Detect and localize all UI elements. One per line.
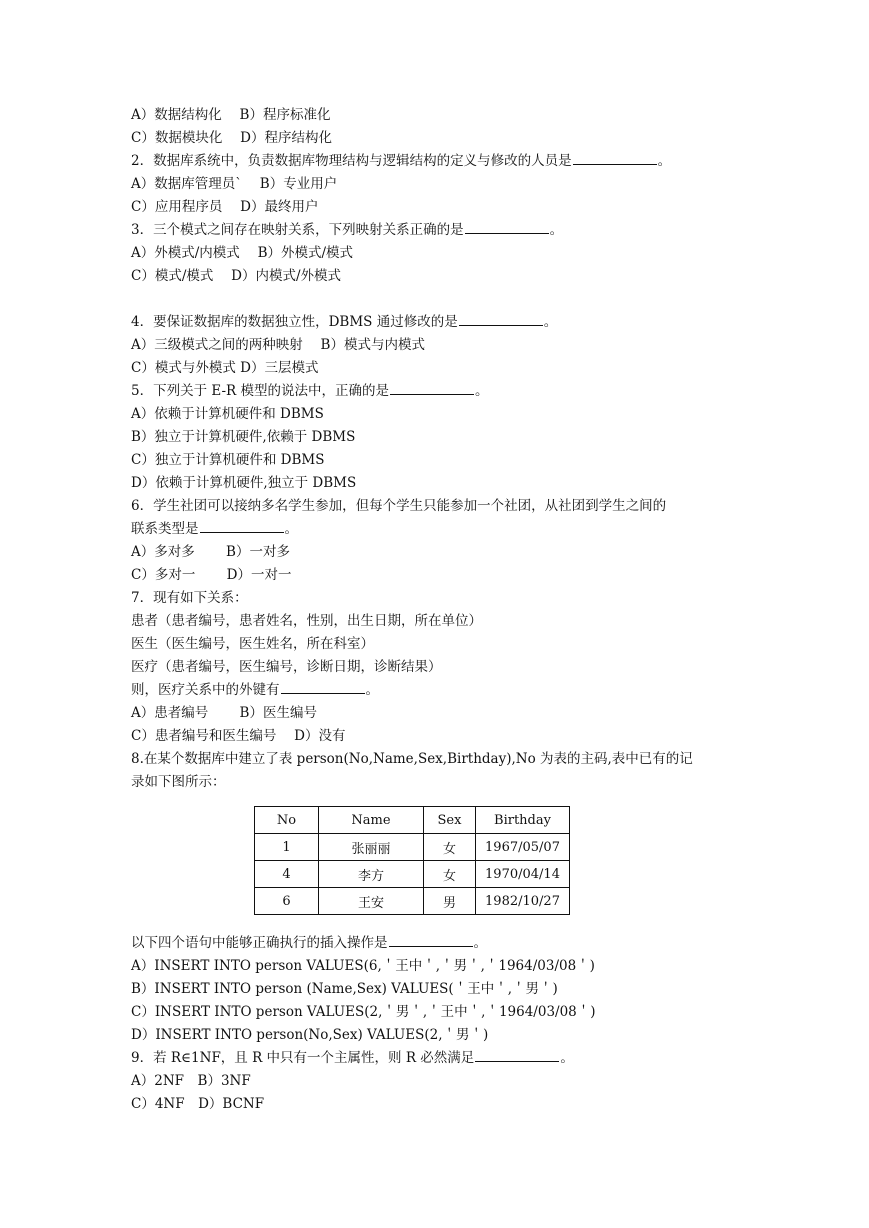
text-line: C）INSERT INTO person VALUES(2,＇男＇,＇王中＇,＇1964/03/08＇)	[131, 1004, 596, 1020]
text-line: A）INSERT INTO person VALUES(6,＇王中＇,＇男＇,＇1964/03/08＇)	[131, 958, 595, 974]
text-line: C）多对一 D）一对一	[131, 567, 292, 583]
answer-blank	[390, 380, 474, 395]
text-line: C）数据模块化 D）程序结构化	[131, 130, 332, 146]
text-line: A）患者编号 B）医生编号	[131, 705, 317, 721]
cell-no: 6	[255, 888, 319, 915]
cell-sex: 男	[424, 888, 476, 915]
answer-blank	[465, 219, 549, 234]
answer-blank	[200, 518, 284, 533]
cell-birthday: 1967/05/07	[476, 834, 570, 861]
answer-blank	[475, 1047, 559, 1062]
question-content	[131, 104, 751, 1116]
text-line	[131, 518, 751, 541]
text-line: 7．现有如下关系：	[131, 590, 248, 606]
header-name: Name	[319, 807, 424, 834]
cell-no: 1	[255, 834, 319, 861]
text-line: C）患者编号和医生编号 D）没有	[131, 728, 346, 744]
blank-line	[131, 288, 751, 311]
text-line: C）模式/模式 D）内模式/外模式	[131, 268, 342, 284]
question-end: 。	[560, 1050, 574, 1066]
text-line	[131, 679, 751, 702]
question-text: 联系类型是	[131, 521, 199, 537]
question-end: 。	[475, 383, 489, 399]
text-line: 医生（医生编号，医生姓名，所在科室）	[131, 636, 374, 652]
text-line: 患者（患者编号，患者姓名，性别，出生日期，所在单位）	[131, 613, 482, 629]
text-line	[131, 311, 751, 334]
cell-sex: 女	[424, 861, 476, 888]
text-line	[131, 380, 751, 403]
question-end: 。	[549, 222, 564, 238]
table-row	[255, 834, 570, 861]
question-end: 。	[284, 521, 298, 537]
text-line: 录如下图所示：	[131, 774, 226, 790]
text-line: 医疗（患者编号，医生编号，诊断日期，诊断结果）	[131, 659, 442, 675]
cell-name: 李方	[319, 861, 424, 888]
text-line: D）依赖于计算机硬件,独立于 DBMS	[131, 475, 357, 491]
question-text: 2．数据库系统中，负责数据库物理结构与逻辑结构的定义与修改的人员是	[131, 153, 572, 169]
person-table	[254, 806, 570, 915]
text-line: C）模式与外模式 D）三层模式	[131, 360, 319, 376]
header-no: No	[255, 807, 319, 834]
answer-blank	[573, 150, 657, 165]
text-line: A）外模式/内模式 B）外模式/模式	[131, 245, 354, 261]
cell-name: 张丽丽	[319, 834, 424, 861]
question-text: 4．要保证数据库的数据独立性，DBMS 通过修改的是	[131, 314, 458, 330]
question-end: 。	[473, 935, 487, 951]
table-row	[255, 888, 570, 915]
cell-birthday: 1982/10/27	[476, 888, 570, 915]
text-line: A）依赖于计算机硬件和 DBMS	[131, 406, 324, 422]
answer-blank	[281, 679, 365, 694]
header-sex: Sex	[424, 807, 476, 834]
cell-name: 王安	[319, 888, 424, 915]
text-line	[131, 932, 751, 955]
person-table-wrapper	[254, 806, 751, 915]
questions-part-2	[131, 932, 751, 1116]
answer-blank	[459, 311, 543, 326]
question-text: 5．下列关于 E-R 模型的说法中，正确的是	[131, 383, 390, 399]
cell-no: 4	[255, 861, 319, 888]
questions-part-1	[131, 104, 751, 794]
text-line: A）三级模式之间的两种映射 B）模式与内模式	[131, 337, 425, 353]
text-line: B）INSERT INTO person (Name,Sex) VALUES(＇王中＇,＇男＇)	[131, 981, 558, 997]
cell-birthday: 1970/04/14	[476, 861, 570, 888]
answer-blank	[389, 932, 473, 947]
question-end: 。	[543, 314, 558, 330]
text-line: A）数据库管理员` B）专业用户	[131, 176, 338, 192]
question-text: 以下四个语句中能够正确执行的插入操作是	[131, 935, 388, 951]
text-line	[131, 1047, 751, 1070]
question-text: 则，医疗关系中的外键有	[131, 682, 280, 698]
question-end: 。	[657, 153, 672, 169]
text-line: D）INSERT INTO person(No,Sex) VALUES(2,＇男＇)	[131, 1027, 489, 1043]
header-birthday: Birthday	[476, 807, 570, 834]
text-line: A）多对多 B）一对多	[131, 544, 290, 560]
table-header-row	[255, 807, 570, 834]
text-line	[131, 150, 751, 173]
text-line: 8.在某个数据库中建立了表 person(No,Name,Sex,Birthday),No 为表的主码,表中已有的记	[131, 751, 693, 767]
text-line: 6．学生社团可以接纳多名学生参加，但每个学生只能参加一个社团，从社团到学生之间的	[131, 498, 667, 514]
text-line: C）应用程序员 D）最终用户	[131, 199, 319, 215]
text-line: A）2NF B）3NF	[131, 1073, 251, 1089]
text-line: A）数据结构化 B）程序标准化	[131, 107, 331, 123]
text-line	[131, 219, 751, 242]
cell-sex: 女	[424, 834, 476, 861]
text-line: C）独立于计算机硬件和 DBMS	[131, 452, 325, 468]
question-text: 9．若 R∈1NF，且 R 中只有一个主属性，则 R 必然满足	[131, 1050, 475, 1066]
question-text: 3．三个模式之间存在映射关系，下列映射关系正确的是	[131, 222, 464, 238]
question-end: 。	[365, 682, 379, 698]
table-row	[255, 861, 570, 888]
text-line: B）独立于计算机硬件,依赖于 DBMS	[131, 429, 356, 445]
text-line: C）4NF D）BCNF	[131, 1096, 265, 1112]
